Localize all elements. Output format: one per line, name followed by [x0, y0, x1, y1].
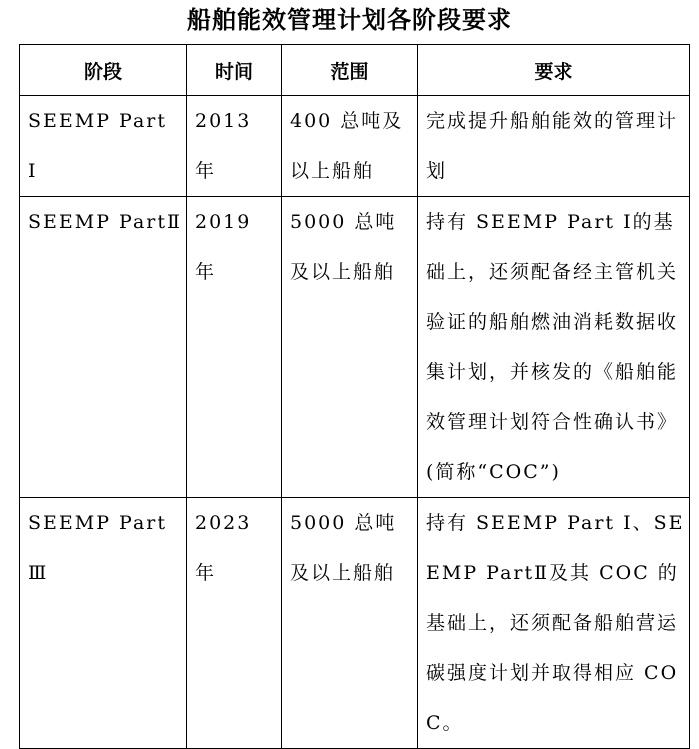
time-cell: 2023 年	[187, 498, 282, 749]
time-cell: 2019 年	[187, 197, 282, 498]
requirement-cell: 持有 SEEMP Part Ⅰ、SEEMP PartⅡ及其 COC 的基础上，还须配备船舶营运碳强度计划并取得相应 COC。	[418, 498, 690, 749]
scope-cell: 5000 总吨及以上船舶	[282, 498, 418, 749]
table-row	[20, 96, 690, 197]
stage-cell: SEEMP Part Ⅰ	[20, 96, 187, 197]
header-time: 时间	[187, 45, 282, 96]
stage-cell: SEEMP PartⅡ	[20, 197, 187, 498]
header-scope: 范围	[282, 45, 418, 96]
table-row	[20, 498, 690, 749]
stage-cell: SEEMP Part Ⅲ	[20, 498, 187, 749]
table-header-row	[20, 45, 690, 96]
table-row	[20, 197, 690, 498]
document-title: 船舶能效管理计划各阶段要求	[187, 6, 512, 34]
requirements-table	[19, 44, 690, 749]
requirement-cell: 持有 SEEMP Part Ⅰ的基础上，还须配备经主管机关验证的船舶燃油消耗数据收集计划，并核发的《船舶能效管理计划符合性确认书》(简称“COC”)	[418, 197, 690, 498]
requirement-cell: 完成提升船舶能效的管理计划	[418, 96, 690, 197]
header-stage: 阶段	[20, 45, 187, 96]
scope-cell: 400 总吨及以上船舶	[282, 96, 418, 197]
scope-cell: 5000 总吨及以上船舶	[282, 197, 418, 498]
header-requirement: 要求	[418, 45, 690, 96]
time-cell: 2013 年	[187, 96, 282, 197]
